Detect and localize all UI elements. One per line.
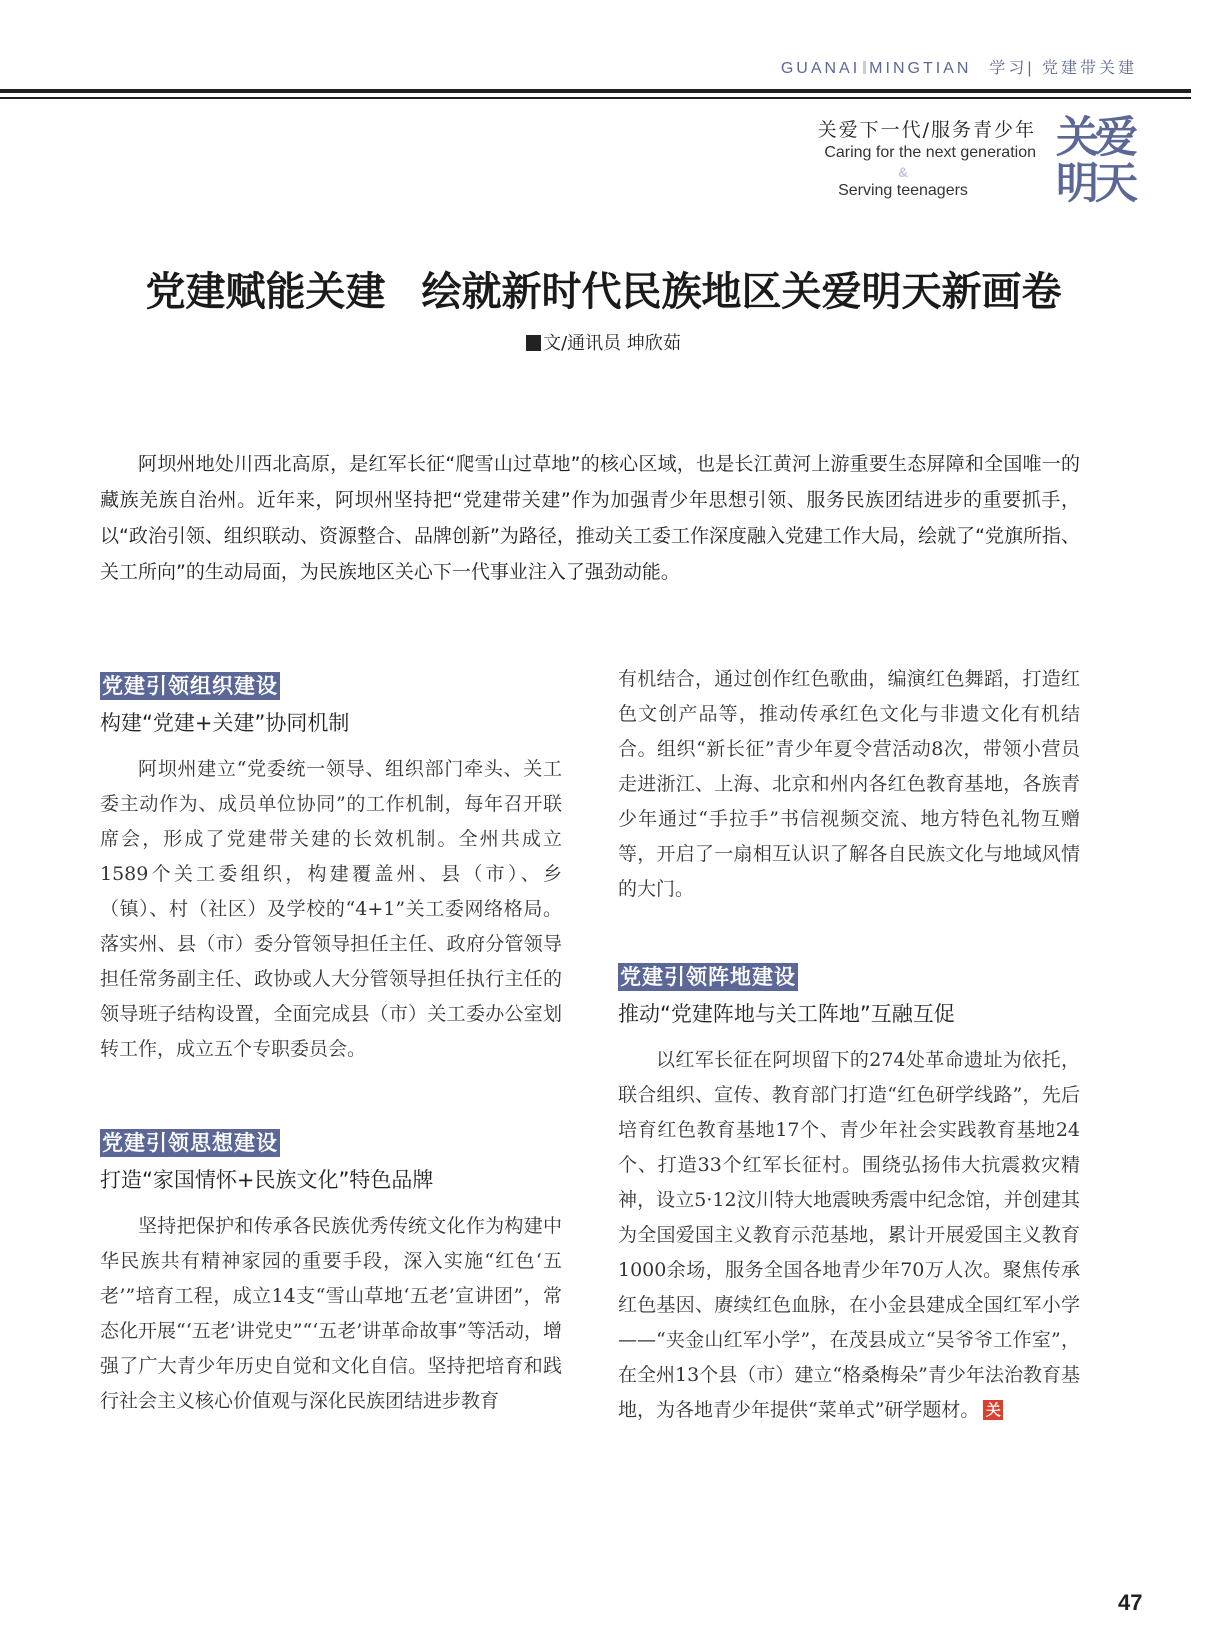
section-tag-organization: 党建引领组织建设 bbox=[102, 674, 278, 698]
end-mark-icon: 关 bbox=[983, 1400, 1003, 1420]
article-title bbox=[0, 266, 1207, 318]
tagline-english-2: Serving teenagers bbox=[838, 182, 968, 199]
running-header bbox=[781, 58, 1137, 80]
section-tag-position: 党建引领阵地建设 bbox=[620, 965, 796, 989]
column-logo: 关爱明天 bbox=[1056, 113, 1134, 209]
header-rule-thick bbox=[0, 89, 1191, 93]
right-column bbox=[618, 662, 1080, 1428]
tagline-english-1: Caring for the next generation bbox=[824, 144, 1036, 161]
section-body-position-wrap bbox=[618, 1043, 1080, 1428]
section-subtitle-ideology: 打造“家国情怀+民族文化”特色品牌 bbox=[100, 1168, 434, 1192]
section-body-position: 以红军长征在阿坝留下的274处革命遗址为依托，联合组织、宣传、教育部门打造“红色研学线路”，先后培育红色教育基地17个、青少年社会实践教育基地24个、打造33个红军长征村。围绕弘扬伟大抗震救灾精神，设立5·12汶川特大地震映秀震中纪念馆，并创建其为全国爱国主义教育示范基地，累计开展爱国主义教育1000余场，服务全国各地青少年70万人次。聚焦传承红色基因、赓续红色血脉，在小金县建成全国红军小学——“夹金山红军小学”，在茂县成立“吴爷爷工作室”，在全州13个县（市）建立“格桑梅朵”青少年法治教育基地，为各地青少年提供“菜单式”研学题材。 bbox=[618, 1049, 1080, 1421]
section-subtitle-organization: 构建“党建+关建”协同机制 bbox=[100, 711, 350, 735]
header-rule-thin bbox=[0, 97, 1191, 99]
section-subtitle-position: 推动“党建阵地与关工阵地”互融互促 bbox=[618, 1002, 955, 1026]
brand-left: GUANAI bbox=[780, 60, 861, 77]
section-body-ideology: 坚持把保护和传承各民族优秀传统文化作为构建中华民族共有精神家园的重要手段，深入实施“红色‘五老’”培育工程，成立14支“雪山草地‘五老’宣讲团”，常态化开展“‘五老’讲党史”“‘五老’讲革命故事”等活动，增强了广大青少年历史自觉和文化自信。坚持把培育和践行社会主义核心价值观与深化民族团结进步教育 bbox=[100, 1215, 563, 1412]
byline bbox=[0, 332, 1207, 356]
left-column bbox=[100, 672, 562, 1419]
title-part-2: 绘就新时代民族地区关爱明天新画卷 bbox=[421, 268, 1062, 315]
column-tagline bbox=[770, 117, 1036, 201]
brand-separator bbox=[863, 61, 866, 74]
section-body-organization: 阿坝州建立“党委统一领导、组织部门牵头、关工委主动作为、成员单位协同”的工作机制，每年召开联席会，形成了党建带关建的长效机制。全州共成立1589个关工委组织，构建覆盖州、县（市）、乡（镇）、村（社区）及学校的“4+1”关工委网络格局。落实州、县（市）委分管领导担任主任、政府分管领导担任常务副主任、政协或人大分管领导担任执行主任的领导班子结构设置，全面完成县（市）关工委办公室划转工作，成立五个专职委员会。 bbox=[100, 758, 562, 1060]
title-part-1: 党建赋能关建 bbox=[145, 268, 386, 315]
brand-right: MINGTIAN bbox=[869, 60, 972, 77]
tagline-ampersand: & bbox=[897, 164, 909, 180]
byline-square-icon bbox=[526, 335, 541, 351]
page-number: 47 bbox=[1118, 1590, 1143, 1615]
tagline-chinese: 关爱下一代/服务青少年 bbox=[817, 119, 1036, 141]
header-section: 学习| 党建带关建 bbox=[989, 60, 1137, 77]
section-body-ideology-continued: 有机结合，通过创作红色歌曲，编演红色舞蹈，打造红色文创产品等，推动传承红色文化与非遗文化有机结合。组织“新长征”青少年夏令营活动8次，带领小营员走进浙江、上海、北京和州内各红色教育基地，各族青少年通过“手拉手”书信视频交流、地方特色礼物互赠等，开启了一扇相互认识了解各自民族文化与地域风情的大门。 bbox=[618, 668, 1080, 900]
section-tag-ideology: 党建引领思想建设 bbox=[102, 1131, 278, 1155]
byline-text: 文/通讯员 坤欣茹 bbox=[543, 333, 681, 354]
lead-paragraph: 阿坝州地处川西北高原，是红军长征“爬雪山过草地”的核心区域，也是长江黄河上游重要生态屏障和全国唯一的藏族羌族自治州。近年来，阿坝州坚持把“党建带关建”作为加强青少年思想引领、服务民族团结进步的重要抓手，以“政治引领、组织联动、资源整合、品牌创新”为路径，推动关工委工作深度融入党建工作大局，绘就了“党旗所指、关工所向”的生动局面，为民族地区关心下一代事业注入了强劲动能。 bbox=[100, 453, 1080, 583]
